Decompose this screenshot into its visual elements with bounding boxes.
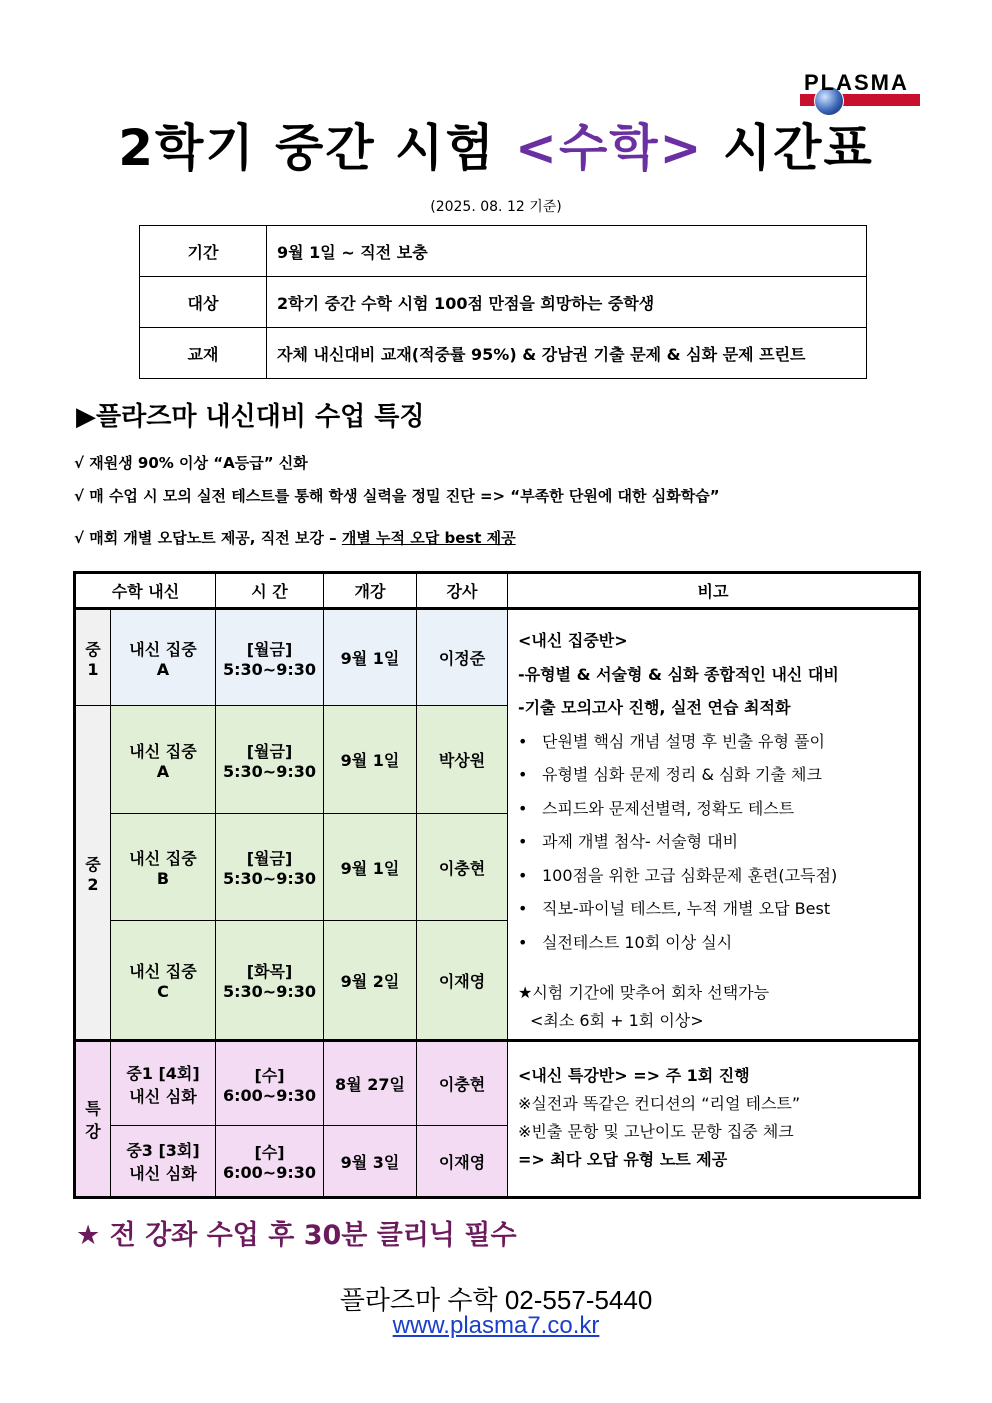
info-value: 2학기 중간 수학 시험 100점 만점을 희망하는 중학생 [267,277,867,328]
clinic-notice: ★ 전 강좌 수업 후 30분 클리닉 필수 [76,1220,517,1251]
table-row [75,1041,920,1126]
list-item: • 과제 개별 첨삭- 서술형 대비 [518,832,739,851]
group-special: 특 강 [75,1041,111,1198]
info-row [140,226,867,277]
list-item: • 실전테스트 10회 이상 실시 [518,932,733,952]
teacher-cell: 이정준 [417,609,508,706]
time-cell: [수] 6:00~9:30 [216,1041,324,1126]
start-cell: 9월 3일 [324,1126,417,1198]
info-row [140,328,867,379]
title-accent: <수학> [515,119,704,177]
list-item: • 스피드와 문제선별력, 정확도 테스트 [518,798,795,818]
note-bullets [518,725,918,960]
features-title: ▶플라즈마 내신대비 수업 특징 [76,402,425,432]
feature-item [74,452,308,473]
schedule-table [73,571,921,1199]
feature-item [74,527,516,548]
website-link[interactable]: www.plasma7.co.kr [392,1312,600,1339]
note-title: <내신 집중반> [518,631,628,650]
date-label: (2025. 08. 12 기준) [430,199,562,215]
note-line: ※빈출 문항 및 고난이도 문항 집중 체크 [518,1122,794,1141]
feature-text: √ 매 수업 시 모의 실전 테스트를 통해 학생 실력을 정밀 진단 => “부족한 단원에 대한 심화학습” [74,487,720,505]
list-item: • 직보-파이널 테스트, 누적 개별 오답 Best [518,899,831,918]
course-cell: 내신 집중 B [111,814,216,921]
note-star-sub: <최소 6회 + 1회 이상> [530,1011,704,1030]
start-cell: 8월 27일 [324,1041,417,1126]
note-regular [508,609,920,1041]
note-line: -기출 모의고사 진행, 실전 연습 최적화 [518,698,791,717]
logo-text: PLASMA [804,70,909,95]
feature-text: √ 재원생 90% 이상 “A등급” 신화 [74,454,308,472]
note-title: <내신 특강반> => 주 1회 진행 [518,1066,750,1085]
group-m2: 중 2 [75,706,111,1041]
note-star: ★시험 기간에 맞추어 회차 선택가능 [518,983,770,1002]
teacher-cell: 이재영 [417,921,508,1041]
header-course: 수학 내신 [75,573,216,609]
feature-item [74,485,720,506]
list-item: • 유형별 심화 문제 정리 & 심화 기출 체크 [518,765,822,784]
course-cell: 내신 집중 A [111,609,216,706]
title-pre: 2학기 중간 시험 [118,119,516,177]
time-cell: [수] 6:00~9:30 [216,1126,324,1198]
time-cell: [월금] 5:30~9:30 [216,706,324,814]
header-start: 개강 [324,573,417,609]
feature-underlined: 개별 누적 오답 best 제공 [341,529,516,547]
title-post: 시간표 [703,119,874,177]
info-key: 기간 [140,226,267,277]
start-cell: 9월 2일 [324,921,417,1041]
start-cell: 9월 1일 [324,609,417,706]
contact-phone: 플라즈마 수학 02-557-5440 [339,1285,653,1315]
info-table [139,225,867,379]
teacher-cell: 박상원 [417,706,508,814]
course-cell: 중3 [3회] 내신 심화 [111,1126,216,1198]
info-value: 9월 1일 ~ 직전 보충 [267,226,867,277]
list-item: • 100점을 위한 고급 심화문제 훈련(고득점) [518,865,838,885]
teacher-cell: 이충현 [417,1041,508,1126]
start-cell: 9월 1일 [324,706,417,814]
course-cell: 중1 [4회] 내신 심화 [111,1041,216,1126]
course-cell: 내신 집중 C [111,921,216,1041]
schedule-header-row [75,573,920,609]
note-line: ※실전과 똑같은 컨디션의 “리얼 테스트” [518,1094,801,1113]
table-row [75,609,920,706]
group-m1: 중 1 [75,609,111,706]
info-row [140,277,867,328]
info-key: 교재 [140,328,267,379]
start-cell: 9월 1일 [324,814,417,921]
info-key: 대상 [140,277,267,328]
header-teacher: 강사 [417,573,508,609]
time-cell: [월금] 5:30~9:30 [216,609,324,706]
note-special [508,1041,920,1198]
info-value: 자체 내신대비 교재(적중률 95%) & 강남권 기출 문제 & 심화 문제 프린트 [267,328,867,379]
note-line: => 최다 오답 유형 노트 제공 [518,1150,728,1169]
list-item: • 단원별 핵심 개념 설명 후 빈출 유형 풀이 [518,731,825,751]
time-cell: [월금] 5:30~9:30 [216,814,324,921]
page-title [0,108,992,180]
note-line: -유형별 & 서술형 & 심화 종합적인 내신 대비 [518,664,839,684]
time-cell: [화목] 5:30~9:30 [216,921,324,1041]
header-time: 시 간 [216,573,324,609]
header-note: 비고 [508,573,920,609]
course-cell: 내신 집중 A [111,706,216,814]
teacher-cell: 이재영 [417,1126,508,1198]
feature-text: √ 매회 개별 오답노트 제공, 직전 보강 – [74,529,342,547]
teacher-cell: 이충현 [417,814,508,921]
